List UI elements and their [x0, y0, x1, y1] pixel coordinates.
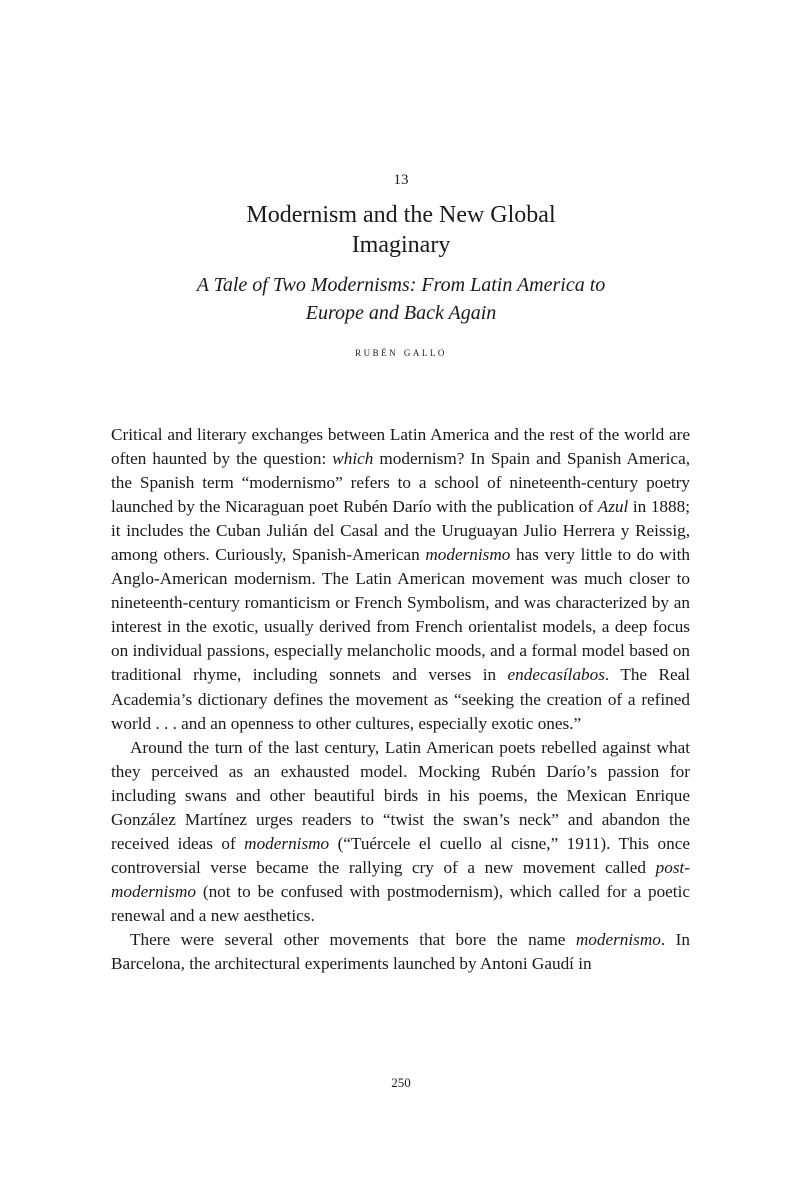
text-run: in 1888; it includes the Cuban Julián del Casal and the Uruguayan Julio Herrera y Reissig, among others. Curiously, Spanish-American [111, 497, 690, 565]
text-run: . The Real Academia’s dictionary defines the movement as “seeking the creation of a refined world . . . and an openness to other cultures, especially exotic ones.” [111, 665, 690, 733]
chapter-subtitle [0, 271, 802, 327]
emphasis: post-modernismo [111, 857, 690, 901]
chapter-number: 13 [393, 172, 409, 188]
text-run: There were several other movements that bore the name [130, 929, 576, 949]
emphasis: which [332, 449, 374, 469]
chapter-author: rubén gallo [355, 344, 447, 359]
body-text [111, 423, 690, 976]
text-run: has very little to do with Anglo-American modernism. The Latin American movement was much closer to nineteenth-century romanticism or French Symbolism, and was characterized by an interest in the exotic, usually derived from French orientalist models, a deep focus on individual passions, especially melancholic moods, and a formal model based on traditional rhyme, including sonnets and verses in [111, 545, 690, 685]
emphasis: endecasílabos [507, 665, 605, 685]
paragraph [111, 736, 690, 928]
page-number: 250 [391, 1075, 411, 1090]
chapter-title [0, 200, 802, 260]
emphasis: Azul [597, 497, 629, 517]
text-run: (not to be confused with postmodernism), which called for a poetic renewal and a new aesthetics. [111, 881, 690, 925]
chapter-title-line: Modernism and the New Global [246, 202, 556, 228]
chapter-subtitle-line: A Tale of Two Modernisms: From Latin America to [196, 274, 606, 296]
chapter-subtitle-line: Europe and Back Again [305, 302, 497, 324]
text-run: Critical and literary exchanges between Latin America and the rest of the world are often haunted by the question: [111, 425, 690, 469]
chapter-title-line: Imaginary [351, 232, 451, 258]
emphasis: modernismo [425, 545, 511, 565]
emphasis: modernismo [244, 833, 330, 853]
text-run: (“Tuércele el cuello al cisne,” 1911). This once controversial verse became the rallying cry of a new movement called [111, 833, 690, 877]
paragraph [111, 928, 690, 976]
paragraph [111, 423, 690, 736]
text-run: . In Barcelona, the architectural experiments launched by Antoni Gaudí in [111, 929, 690, 974]
emphasis: modernismo [575, 929, 661, 949]
text-run: Around the turn of the last century, Latin American poets rebelled against what they perceived as an exhausted model. Mocking Rubén Darío’s passion for including swans and other beautiful birds in his poems, the Mexican Enrique González Martínez urges readers to “twist the swan’s neck” and abandon the received ideas of [111, 737, 690, 853]
text-run: modernism? In Spain and Spanish America, the Spanish term “modernismo” refers to a school of nineteenth-century poetry launched by the Nicaraguan poet Rubén Darío with the publication of [111, 449, 690, 517]
